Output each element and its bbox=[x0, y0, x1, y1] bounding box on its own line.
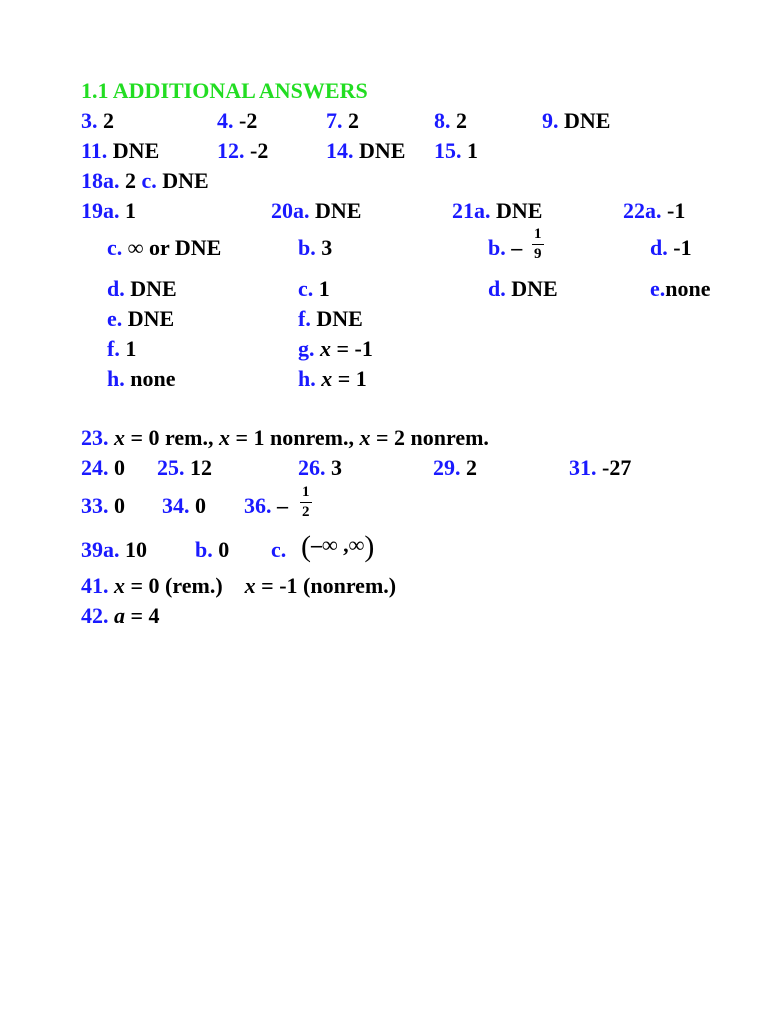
answer-value: -2 bbox=[239, 108, 258, 133]
answer-value: = 2 nonrem. bbox=[370, 425, 489, 450]
answer-value: 12 bbox=[190, 455, 212, 480]
answer-value: = 1 bbox=[332, 366, 367, 391]
answer-31 bbox=[569, 457, 631, 479]
answer-value: DNE bbox=[127, 306, 175, 331]
answer-22d bbox=[650, 237, 692, 259]
open-paren: ( bbox=[301, 530, 311, 563]
answer-20g bbox=[298, 338, 373, 360]
answer-20h bbox=[298, 368, 367, 390]
variable-x: x bbox=[114, 573, 125, 598]
answer-number: 41. bbox=[81, 573, 109, 598]
answer-value: = -1 (nonrem.) bbox=[255, 573, 397, 598]
answer-value: 0 bbox=[218, 537, 230, 562]
answer-value: DNE bbox=[564, 108, 611, 133]
answer-number: 42. bbox=[81, 603, 109, 628]
answer-number: c. bbox=[107, 235, 123, 260]
answer-22e bbox=[650, 278, 711, 300]
answer-number: 22a. bbox=[623, 198, 662, 223]
answer-26 bbox=[298, 457, 342, 479]
answer-number: 11. bbox=[81, 138, 108, 163]
answer-number: 29. bbox=[433, 455, 461, 480]
answer-number: 24. bbox=[81, 455, 109, 480]
answer-19a bbox=[81, 200, 136, 222]
answer-11 bbox=[81, 140, 159, 162]
answer-number: 9. bbox=[542, 108, 559, 133]
answer-number: 36. bbox=[244, 493, 272, 518]
fraction-one-ninth bbox=[532, 227, 544, 262]
answer-number: 14. bbox=[326, 138, 354, 163]
answer-number: 34. bbox=[162, 493, 190, 518]
answer-number: g. bbox=[298, 336, 315, 361]
fraction-numerator: 1 bbox=[300, 485, 312, 503]
answer-value: DNE bbox=[316, 306, 363, 331]
answer-value: 0 bbox=[114, 493, 125, 518]
answer-number: b. bbox=[488, 235, 506, 260]
answer-value: -1 bbox=[673, 235, 692, 260]
answer-value: = 0 (rem.) bbox=[125, 573, 223, 598]
answer-39b bbox=[195, 539, 229, 561]
answer-21b bbox=[488, 237, 522, 259]
answer-25 bbox=[157, 457, 212, 479]
answer-number: 23. bbox=[81, 425, 109, 450]
answer-21d bbox=[488, 278, 558, 300]
page-title: 1.1 ADDITIONAL ANSWERS bbox=[81, 78, 368, 103]
variable-x: x bbox=[244, 573, 256, 598]
answer-9 bbox=[542, 110, 610, 132]
answer-value: DNE bbox=[162, 168, 209, 193]
answer-number: c. bbox=[141, 168, 157, 193]
answer-number: 19a. bbox=[81, 198, 120, 223]
answer-19c bbox=[107, 237, 221, 259]
answer-41 bbox=[81, 575, 396, 597]
answer-number: 31. bbox=[569, 455, 597, 480]
variable-x: x bbox=[114, 425, 125, 450]
fraction-sign: – bbox=[277, 493, 288, 518]
answer-number: f. bbox=[107, 336, 120, 361]
answer-value: 1 bbox=[318, 276, 330, 301]
answer-number: 33. bbox=[81, 493, 109, 518]
interval-value: –∞ ,∞ bbox=[311, 532, 365, 557]
answer-number: 18a. bbox=[81, 168, 120, 193]
answer-value: -27 bbox=[602, 455, 632, 480]
answer-number: d. bbox=[107, 276, 125, 301]
answer-number: 12. bbox=[217, 138, 245, 163]
close-paren: ) bbox=[364, 530, 375, 563]
answer-number: b. bbox=[298, 235, 316, 260]
answer-39c bbox=[271, 539, 286, 561]
answer-value: 2 bbox=[103, 108, 114, 133]
answer-value: DNE bbox=[130, 276, 177, 301]
answer-3 bbox=[81, 110, 114, 132]
answer-20a bbox=[271, 200, 361, 222]
answer-19d bbox=[107, 278, 177, 300]
answer-number: b. bbox=[195, 537, 213, 562]
variable-x: x bbox=[320, 336, 331, 361]
answer-8 bbox=[434, 110, 467, 132]
answer-number: 21a. bbox=[452, 198, 491, 223]
fraction-one-half bbox=[300, 485, 312, 520]
answer-15 bbox=[434, 140, 478, 162]
variable-x: x bbox=[219, 425, 230, 450]
answer-value: 1 bbox=[125, 336, 137, 361]
answer-value: DNE bbox=[112, 138, 160, 163]
answer-number: d. bbox=[488, 276, 506, 301]
answer-value: -2 bbox=[250, 138, 269, 163]
answer-19h bbox=[107, 368, 176, 390]
answer-number: 3. bbox=[81, 108, 98, 133]
answer-20f bbox=[298, 308, 363, 330]
answer-value: DNE bbox=[315, 198, 362, 223]
answer-21a bbox=[452, 200, 542, 222]
fraction-numerator: 1 bbox=[532, 227, 544, 245]
answer-value: none bbox=[665, 276, 711, 301]
answer-number: 8. bbox=[434, 108, 451, 133]
answer-18a bbox=[81, 170, 209, 192]
answer-29 bbox=[433, 457, 477, 479]
answer-20c bbox=[298, 278, 330, 300]
fraction-sign: – bbox=[511, 235, 523, 260]
answer-number: 26. bbox=[298, 455, 326, 480]
answer-value: 2 bbox=[456, 108, 467, 133]
answer-7 bbox=[326, 110, 359, 132]
answer-number: 15. bbox=[434, 138, 462, 163]
answer-value: DNE bbox=[511, 276, 558, 301]
answer-42 bbox=[81, 605, 160, 627]
answer-number: c. bbox=[271, 537, 287, 562]
answer-value: DNE bbox=[496, 198, 543, 223]
answer-number: f. bbox=[298, 306, 311, 331]
answer-19f bbox=[107, 338, 136, 360]
answer-value: 1 bbox=[125, 198, 136, 223]
fraction-denominator: 9 bbox=[534, 246, 542, 262]
answer-value: 2 bbox=[125, 168, 136, 193]
answer-number: 4. bbox=[217, 108, 234, 133]
variable-a: a bbox=[114, 603, 125, 628]
answer-value: = 1 nonrem., bbox=[230, 425, 360, 450]
answer-4 bbox=[217, 110, 257, 132]
answer-19e bbox=[107, 308, 174, 330]
answer-value: 3 bbox=[321, 235, 333, 260]
answer-34 bbox=[162, 495, 206, 517]
answer-value: ∞ or DNE bbox=[127, 235, 222, 260]
answer-number: 39a. bbox=[81, 537, 120, 562]
answer-24 bbox=[81, 457, 125, 479]
variable-x: x bbox=[359, 425, 371, 450]
answer-14 bbox=[326, 140, 405, 162]
variable-x: x bbox=[321, 366, 333, 391]
answer-number: 7. bbox=[326, 108, 343, 133]
answer-value: 1 bbox=[467, 138, 478, 163]
answer-number: h. bbox=[298, 366, 316, 391]
answer-number: 25. bbox=[157, 455, 185, 480]
answer-value: = -1 bbox=[331, 336, 373, 361]
answer-number: 20a. bbox=[271, 198, 310, 223]
answer-20b bbox=[298, 237, 332, 259]
answer-number: e. bbox=[650, 276, 666, 301]
answer-value: 2 bbox=[348, 108, 359, 133]
answer-value: 10 bbox=[125, 537, 147, 562]
answer-22a bbox=[623, 200, 685, 222]
fraction-denominator: 2 bbox=[302, 504, 310, 520]
answer-value: -1 bbox=[667, 198, 686, 223]
answer-value: none bbox=[130, 366, 176, 391]
answer-number: c. bbox=[298, 276, 314, 301]
answer-33 bbox=[81, 495, 125, 517]
answer-value: 0 bbox=[195, 493, 206, 518]
answer-36 bbox=[244, 495, 288, 517]
answer-value: = 0 rem., bbox=[125, 425, 219, 450]
interval-expression bbox=[301, 532, 374, 562]
answer-23 bbox=[81, 427, 489, 449]
answer-value: = 4 bbox=[125, 603, 160, 628]
answer-number: e. bbox=[107, 306, 123, 331]
answer-12 bbox=[217, 140, 268, 162]
answer-value: DNE bbox=[359, 138, 406, 163]
answer-value: 0 bbox=[114, 455, 125, 480]
answer-39a bbox=[81, 539, 147, 561]
answer-value: 2 bbox=[466, 455, 477, 480]
answer-value: 3 bbox=[331, 455, 342, 480]
answer-number: h. bbox=[107, 366, 125, 391]
answer-number: d. bbox=[650, 235, 668, 260]
